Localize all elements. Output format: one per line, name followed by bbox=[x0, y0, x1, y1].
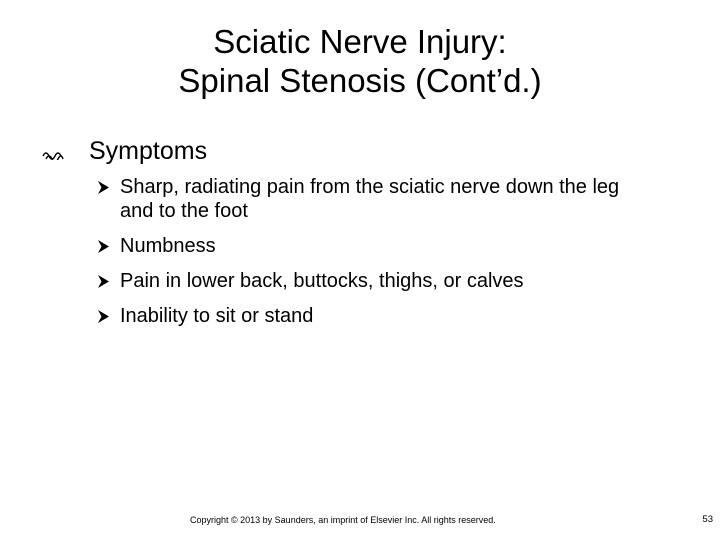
list-item bbox=[97, 175, 657, 223]
list-item-text: Pain in lower back, buttocks, thighs, or calves bbox=[120, 270, 524, 292]
symptoms-heading-label: Symptoms bbox=[89, 137, 208, 165]
slide-title bbox=[0, 22, 720, 100]
list-item bbox=[97, 234, 657, 258]
title-line-1: Sciatic Nerve Injury: bbox=[213, 23, 507, 60]
list-item bbox=[97, 304, 657, 328]
list-item-text: Sharp, radiating pain from the sciatic nerve down the leg and to the foot bbox=[120, 176, 620, 222]
arrowhead-bullet-icon bbox=[97, 240, 110, 253]
list-item-text: Numbness bbox=[120, 235, 216, 257]
list-item bbox=[97, 269, 657, 293]
arrowhead-bullet-icon bbox=[97, 310, 110, 323]
symptoms-heading bbox=[42, 134, 207, 168]
wave-bullet-icon bbox=[42, 148, 64, 160]
copyright-footer: Copyright © 2013 by Saunders, an imprint of Elsevier Inc. All rights reserved. bbox=[190, 515, 496, 525]
title-line-2: Spinal Stenosis (Cont’d.) bbox=[178, 62, 542, 99]
list-item-text: Inability to sit or stand bbox=[120, 305, 314, 327]
symptoms-list bbox=[97, 175, 657, 339]
arrowhead-bullet-icon bbox=[97, 181, 110, 194]
page-number: 53 bbox=[702, 514, 713, 525]
arrowhead-bullet-icon bbox=[97, 275, 110, 288]
